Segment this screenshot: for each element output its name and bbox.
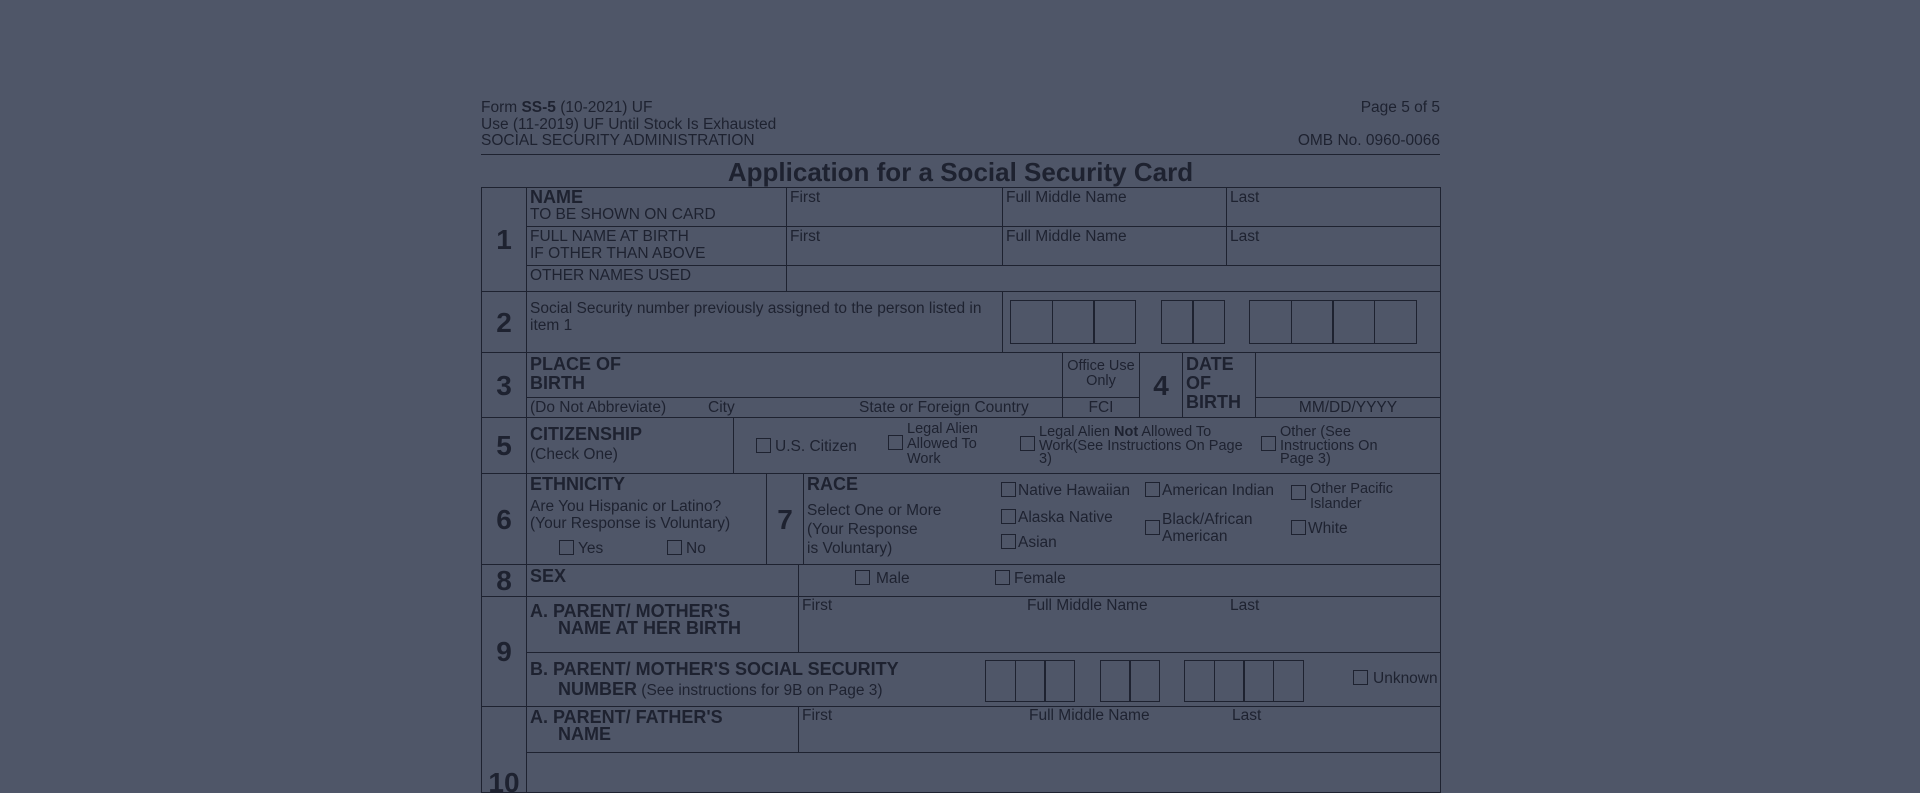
last-label: Last bbox=[1230, 597, 1260, 614]
mother-ssn-label-1: B. PARENT/ MOTHER'S SOCIAL SECURITY bbox=[530, 659, 899, 679]
checkbox[interactable] bbox=[1353, 670, 1368, 685]
section-1-number: 1 bbox=[482, 188, 527, 292]
option-label: Black/African American bbox=[1162, 511, 1253, 545]
form-table bbox=[481, 187, 1441, 793]
birth-label: FULL NAME AT BIRTH bbox=[530, 228, 689, 245]
mother-name-cell bbox=[527, 597, 1441, 653]
mother-name-label bbox=[527, 597, 798, 652]
other-names-field[interactable] bbox=[787, 266, 1441, 292]
form-page bbox=[481, 100, 1440, 793]
option-label: Yes bbox=[578, 540, 604, 557]
ssn-group-3[interactable] bbox=[1012, 300, 1136, 344]
ssn-group-4[interactable] bbox=[1186, 660, 1304, 702]
citizenship-cell bbox=[527, 418, 1441, 474]
checkbox[interactable] bbox=[756, 438, 771, 453]
birth-first-field[interactable] bbox=[787, 227, 1003, 266]
option-label-bold: Not bbox=[1113, 424, 1139, 440]
name-last-field[interactable] bbox=[1227, 188, 1441, 227]
other-citizenship-option[interactable] bbox=[1261, 426, 1400, 467]
section-10-number: 10 bbox=[482, 707, 527, 793]
mother-ssn-label-2: NUMBER bbox=[558, 679, 637, 699]
sex-male[interactable] bbox=[855, 570, 910, 587]
page-number: Page 5 of 5 bbox=[1360, 99, 1440, 116]
omb-number: OMB No. 0960-0066 bbox=[1297, 132, 1440, 149]
section-7-number: 7 bbox=[766, 474, 803, 564]
option-label: American Indian bbox=[1162, 482, 1275, 499]
sex-female[interactable] bbox=[995, 570, 1066, 587]
section-3-number: 3 bbox=[482, 353, 527, 418]
ethnicity-cell bbox=[527, 474, 766, 564]
race-alaska-native[interactable] bbox=[1001, 509, 1113, 526]
option-label: Asian bbox=[1018, 534, 1057, 551]
middle-label: Full Middle Name bbox=[1006, 189, 1127, 206]
ethnicity-question: Are You Hispanic or Latino? bbox=[530, 498, 722, 515]
race-cell bbox=[803, 474, 1440, 564]
last-label: Last bbox=[1232, 707, 1262, 724]
option-label: Unknown bbox=[1373, 670, 1438, 687]
father-name-field[interactable] bbox=[798, 707, 1440, 752]
race-american-indian[interactable] bbox=[1145, 482, 1274, 499]
name-label-cell bbox=[527, 188, 787, 227]
checkbox[interactable] bbox=[1291, 485, 1306, 500]
other-names-label: OTHER NAMES USED bbox=[527, 266, 787, 292]
middle-label: Full Middle Name bbox=[1006, 228, 1127, 245]
option-label: U.S. Citizen bbox=[775, 438, 857, 455]
form-id-block bbox=[481, 100, 776, 150]
race-q2: (Your Response bbox=[807, 521, 918, 538]
mother-ssn-note: (See instructions for 9B on Page 3) bbox=[637, 682, 883, 699]
option-label: Other Pacific Islander bbox=[1310, 481, 1393, 512]
place-of-birth-field[interactable] bbox=[527, 353, 1062, 417]
section-4-number: 4 bbox=[1139, 353, 1182, 417]
checkbox[interactable] bbox=[1001, 509, 1016, 524]
middle-label: Full Middle Name bbox=[1029, 707, 1150, 724]
option-label: Male bbox=[876, 570, 910, 587]
birth-sub: IF OTHER THAN ABOVE bbox=[530, 245, 706, 262]
last-label: Last bbox=[1230, 228, 1260, 245]
ethnicity-voluntary: (Your Response is Voluntary) bbox=[530, 515, 731, 532]
sex-cell bbox=[527, 565, 1441, 597]
legal-alien-work-option[interactable] bbox=[888, 422, 997, 467]
mother-ssn-label bbox=[530, 659, 899, 701]
father-ssn-cell bbox=[527, 753, 1441, 793]
ssn-group-2[interactable] bbox=[1162, 300, 1225, 344]
sex-label: SEX bbox=[530, 566, 567, 586]
ethnicity-yes[interactable] bbox=[559, 540, 603, 557]
ssn-group-4[interactable] bbox=[1251, 300, 1417, 344]
option-label: No bbox=[686, 540, 706, 557]
race-native-hawaiian[interactable] bbox=[1001, 482, 1130, 499]
birth-middle-field[interactable] bbox=[1003, 227, 1227, 266]
first-label: First bbox=[790, 189, 821, 206]
mother-name-label-2: NAME AT HER BIRTH bbox=[558, 618, 741, 638]
checkbox[interactable] bbox=[1001, 534, 1016, 549]
form-code: SS-5 bbox=[521, 99, 556, 116]
section-5-number: 5 bbox=[482, 418, 527, 474]
legal-alien-no-work-option[interactable] bbox=[1020, 426, 1259, 467]
citizenship-label: CITIZENSHIP bbox=[530, 424, 643, 444]
name-label: NAME bbox=[530, 187, 583, 207]
checkbox[interactable] bbox=[559, 540, 574, 555]
agency: SOCIAL SECURITY ADMINISTRATION bbox=[481, 132, 755, 149]
prior-ssn-label: Social Security number previously assigned to the person listed in item 1 bbox=[527, 292, 1003, 353]
father-name-label bbox=[527, 707, 798, 752]
option-label: Legal Alien Allowed To Work bbox=[907, 421, 978, 467]
option-label-pre: Legal Alien bbox=[1039, 424, 1114, 440]
option-label: Female bbox=[1014, 570, 1066, 587]
ethnicity-race-cell bbox=[527, 474, 1441, 565]
ethnicity-no[interactable] bbox=[667, 540, 706, 557]
checkbox[interactable] bbox=[1261, 436, 1276, 451]
last-label: Last bbox=[1230, 189, 1260, 206]
checkbox[interactable] bbox=[1145, 520, 1160, 535]
option-label: White bbox=[1308, 520, 1348, 537]
section-6-number: 6 bbox=[482, 474, 527, 565]
father-name-label-1: A. PARENT/ FATHER'S bbox=[530, 707, 723, 727]
no-abbrev-note: (Do Not Abbreviate) bbox=[530, 399, 667, 416]
checkbox[interactable] bbox=[1291, 520, 1306, 535]
checkbox[interactable] bbox=[1001, 482, 1016, 497]
citizenship-options bbox=[733, 418, 1440, 473]
birth-name-label-cell bbox=[527, 227, 787, 266]
checkbox[interactable] bbox=[667, 540, 682, 555]
race-q1: Select One or More bbox=[807, 502, 942, 519]
dob-format: MM/DD/YYYY bbox=[1298, 399, 1398, 416]
first-label: First bbox=[790, 228, 821, 245]
race-label: RACE bbox=[807, 474, 859, 494]
use-line: Use (11-2019) UF Until Stock Is Exhausted bbox=[481, 115, 777, 133]
checkbox[interactable] bbox=[1020, 436, 1035, 451]
prior-ssn-field[interactable] bbox=[1003, 292, 1441, 353]
sex-options bbox=[798, 565, 1440, 596]
checkbox[interactable] bbox=[1145, 482, 1160, 497]
fci-label: FCI bbox=[1088, 399, 1114, 416]
ethnicity-label: ETHNICITY bbox=[530, 474, 626, 494]
section-2-number: 2 bbox=[482, 292, 527, 353]
checkbox[interactable] bbox=[888, 435, 903, 450]
option-label: Native Hawaiian bbox=[1018, 482, 1130, 499]
city-label: City bbox=[708, 399, 735, 416]
race-white[interactable] bbox=[1291, 520, 1348, 537]
option-label-post: Allowed To Work(See Instructions On Page 3) bbox=[1039, 424, 1243, 467]
section-9-number: 9 bbox=[482, 597, 527, 707]
place-of-birth-label: PLACE OF BIRTH bbox=[530, 354, 622, 393]
dob-label: DATE OF BIRTH bbox=[1182, 353, 1255, 417]
mother-ssn-unknown[interactable] bbox=[1353, 670, 1438, 687]
form-header bbox=[481, 100, 1440, 154]
father-name-cell bbox=[527, 707, 1441, 753]
mother-ssn-field[interactable] bbox=[987, 660, 1304, 702]
check-one-note: (Check One) bbox=[530, 446, 618, 463]
checkbox[interactable] bbox=[855, 570, 870, 585]
birth-last-field[interactable] bbox=[1227, 227, 1441, 266]
option-label: Other (See Instructions On Page 3) bbox=[1280, 424, 1378, 467]
mother-name-label-1: A. PARENT/ MOTHER'S bbox=[530, 601, 730, 621]
name-first-field[interactable] bbox=[787, 188, 1003, 227]
name-middle-field[interactable] bbox=[1003, 188, 1227, 227]
office-use-label: Office Use Only bbox=[1067, 358, 1135, 389]
mother-name-field[interactable] bbox=[798, 597, 1440, 652]
first-label: First bbox=[802, 597, 833, 614]
state-label: State or Foreign Country bbox=[859, 399, 1029, 416]
form-prefix: Form bbox=[481, 99, 522, 116]
citizenship-label-cell bbox=[527, 418, 733, 473]
birthplace-dob-cell bbox=[527, 353, 1441, 418]
ssn-group-3[interactable] bbox=[987, 660, 1075, 702]
form-title: Application for a Social Security Card bbox=[481, 154, 1440, 187]
race-asian[interactable] bbox=[1001, 534, 1057, 551]
mother-ssn-cell bbox=[527, 653, 1441, 707]
race-black-african-american[interactable] bbox=[1145, 511, 1272, 545]
name-sub: TO BE SHOWN ON CARD bbox=[530, 206, 716, 223]
race-other-pacific-islander[interactable] bbox=[1291, 482, 1410, 512]
section-8-number: 8 bbox=[482, 565, 527, 597]
office-use-cell bbox=[1062, 353, 1139, 417]
form-version: (10-2021) UF bbox=[555, 99, 653, 116]
dob-field[interactable] bbox=[1255, 353, 1440, 417]
checkbox[interactable] bbox=[995, 570, 1010, 585]
ssn-group-2[interactable] bbox=[1101, 660, 1160, 702]
option-label: Alaska Native bbox=[1018, 509, 1113, 526]
first-label: First bbox=[802, 707, 833, 724]
citizen-option[interactable] bbox=[756, 438, 857, 455]
father-name-label-2: NAME bbox=[558, 724, 611, 744]
race-q3: is Voluntary) bbox=[807, 540, 893, 557]
middle-label: Full Middle Name bbox=[1027, 597, 1148, 614]
